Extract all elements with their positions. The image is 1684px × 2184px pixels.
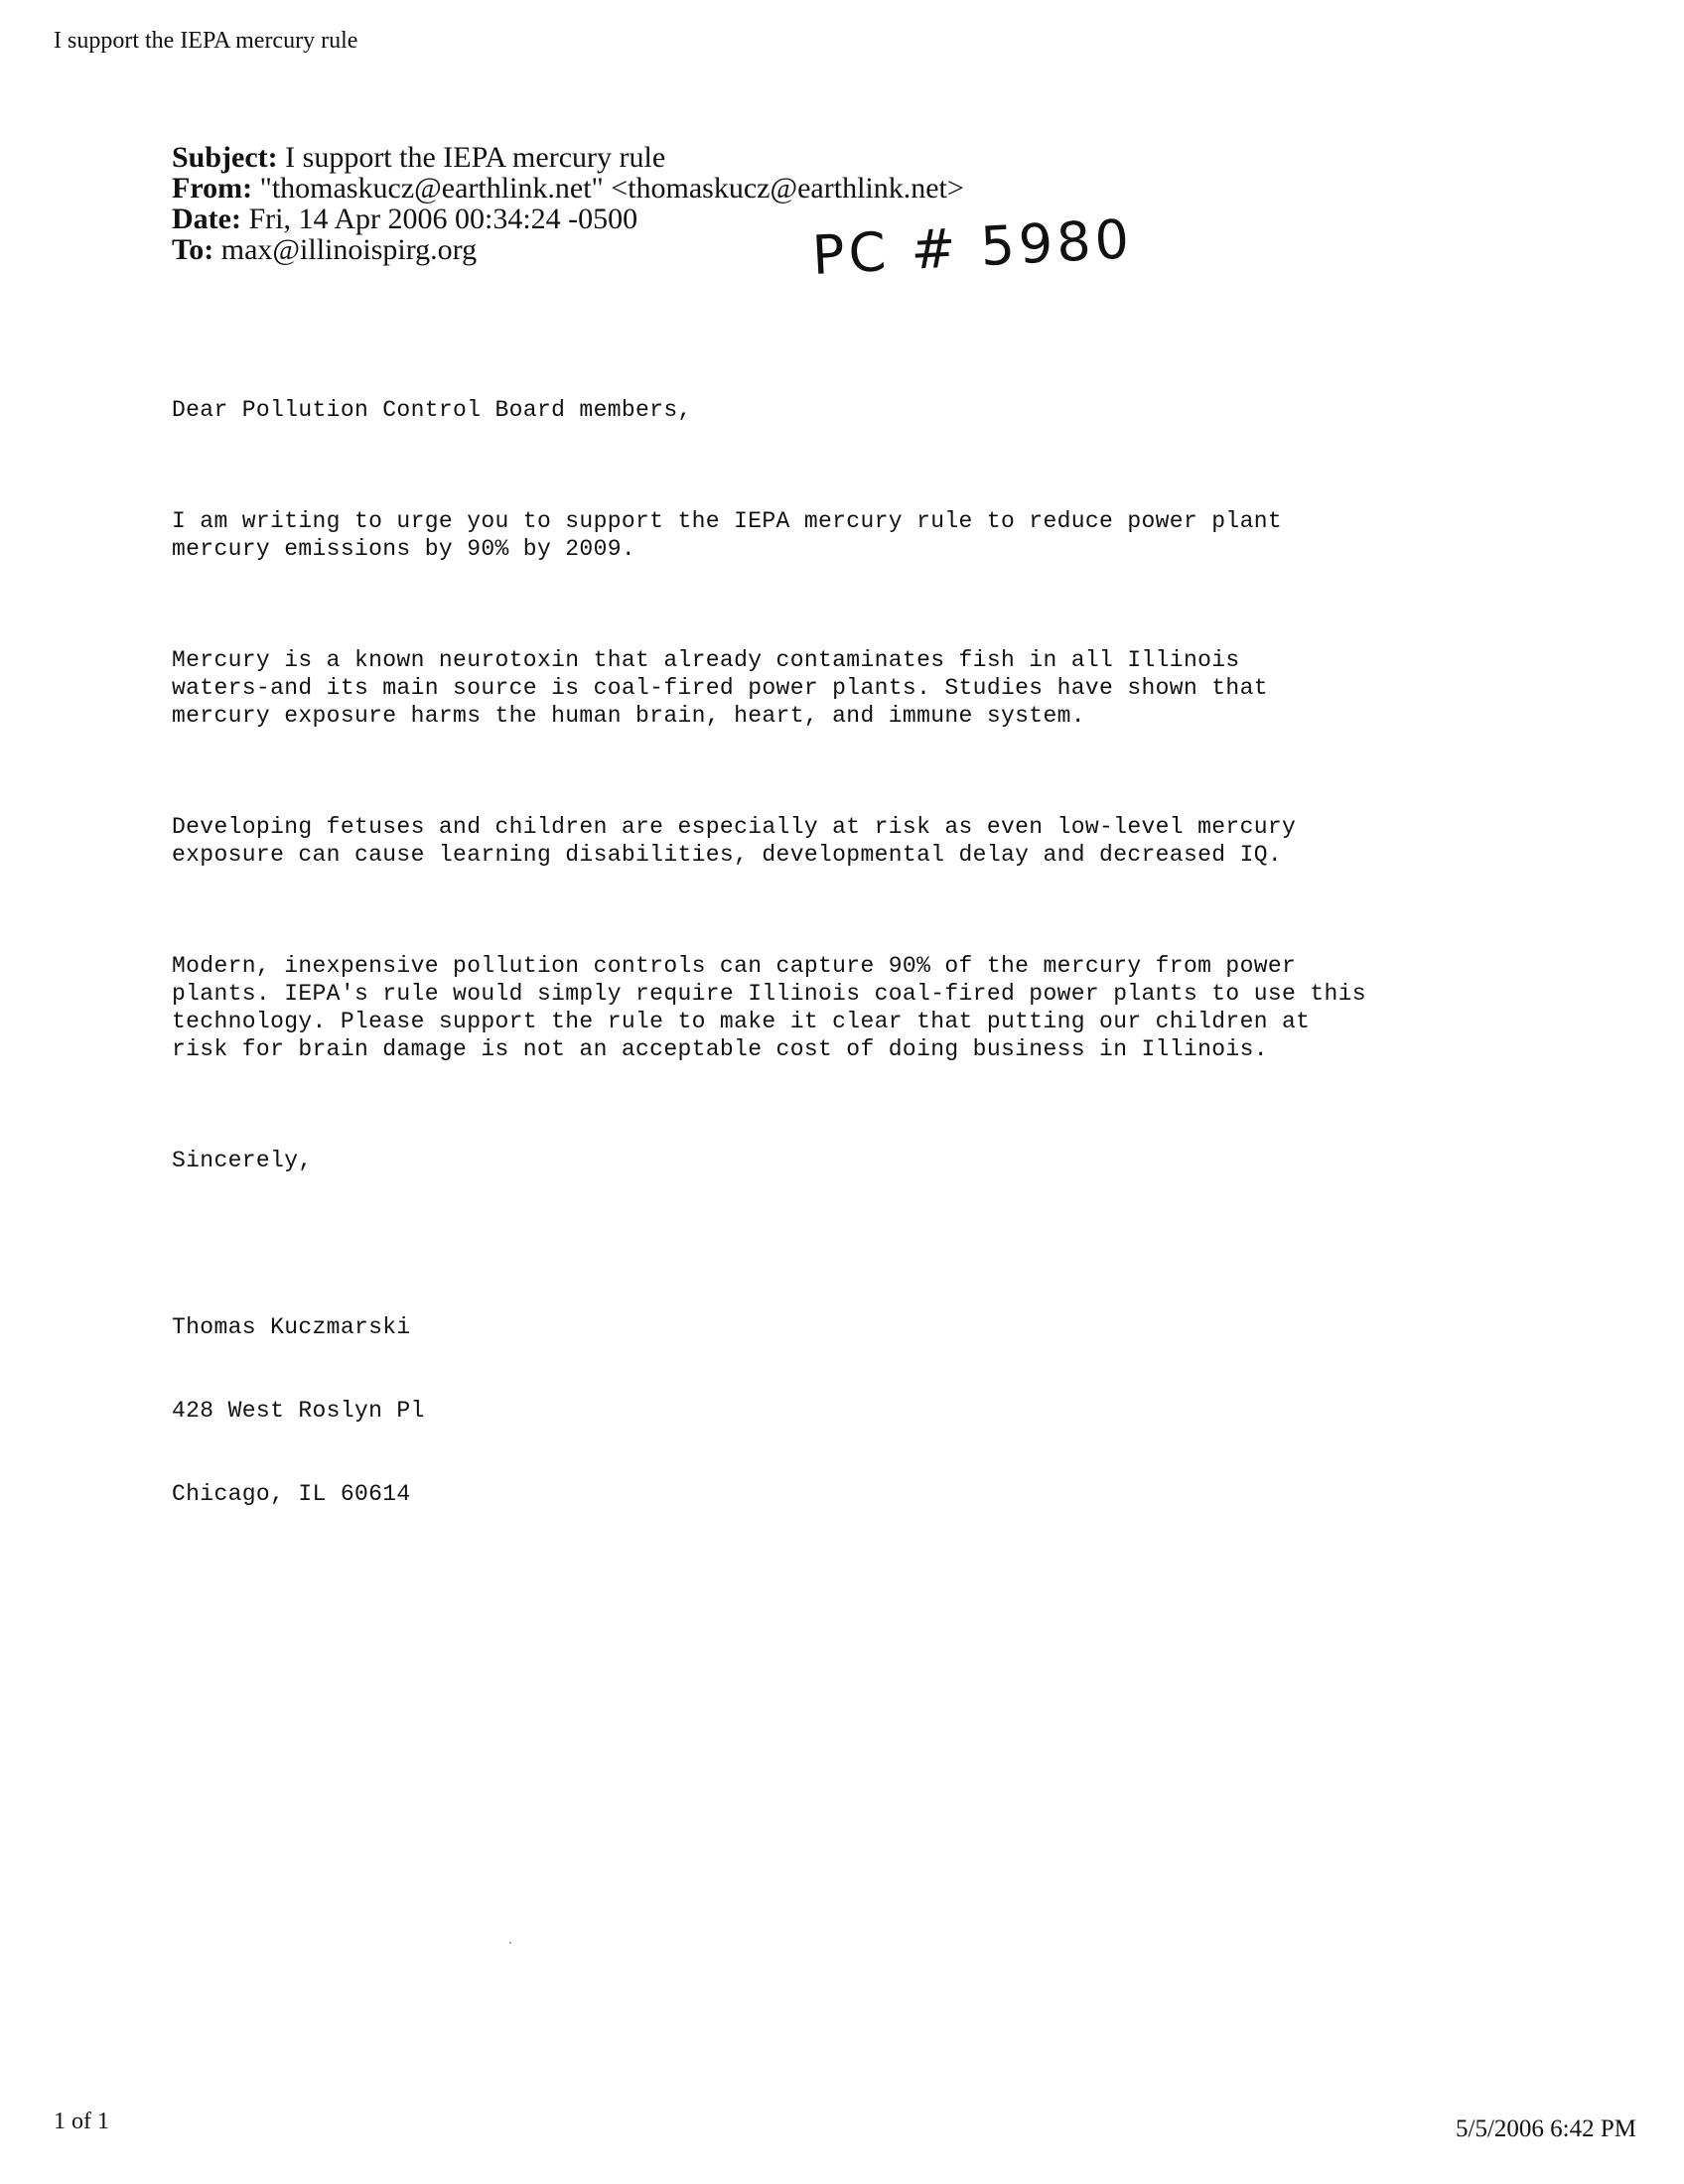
from-label: From: [172, 172, 253, 205]
paragraph: Mercury is a known neurotoxin that already contaminates fish in all Illinois waters-and its main source is coal-fired power plants. Studies have shown that mercury exposure harms the human brain, heart, and immune system. [172, 647, 1268, 729]
paragraph: Modern, inexpensive pollution controls can capture 90% of the mercury from power plants. IEPA's rule would simply require Illinois coal-fired power plants to use this technology. Please support the rule to make it clear that putting our children at risk for brain damage is not an acceptable cost of doing business in Illinois. [172, 953, 1366, 1062]
handwritten-pc-number: PC # 5980 [810, 207, 1135, 287]
salutation: Dear Pollution Control Board members, [172, 397, 692, 423]
from-value: "thomaskucz@earthlink.net" <thomaskucz@earthlink.net> [259, 172, 964, 205]
signature-block [172, 1258, 1562, 1564]
signature-name: Thomas Kuczmarski [172, 1314, 411, 1340]
subject-label: Subject: [172, 141, 278, 174]
paragraph: I am writing to urge you to support the IEPA mercury rule to reduce power plant mercury emissions by 90% by 2009. [172, 508, 1283, 562]
signature-city: Chicago, IL 60614 [172, 1481, 411, 1507]
closing: Sincerely, [172, 1148, 313, 1173]
date-value: Fri, 14 Apr 2006 00:34:24 -0500 [248, 203, 638, 235]
print-timestamp: 5/5/2006 6:42 PM [1456, 2116, 1636, 2142]
subject-value: I support the IEPA mercury rule [285, 141, 666, 174]
signature-street: 428 West Roslyn Pl [172, 1398, 425, 1424]
paragraph: Developing fetuses and children are especially at risk as even low-level mercury exposure can cause learning disabilities, developmental delay and decreased IQ. [172, 814, 1297, 868]
print-header-title: I support the IEPA mercury rule [54, 28, 358, 54]
from-row [172, 173, 1165, 204]
page-number: 1 of 1 [54, 2109, 109, 2134]
to-label: To: [172, 233, 214, 266]
email-body [172, 341, 1562, 1591]
scan-speck [509, 1942, 511, 1944]
date-label: Date: [172, 203, 241, 235]
subject-row [172, 142, 1165, 173]
to-value: max@illinoispirg.org [220, 233, 478, 266]
